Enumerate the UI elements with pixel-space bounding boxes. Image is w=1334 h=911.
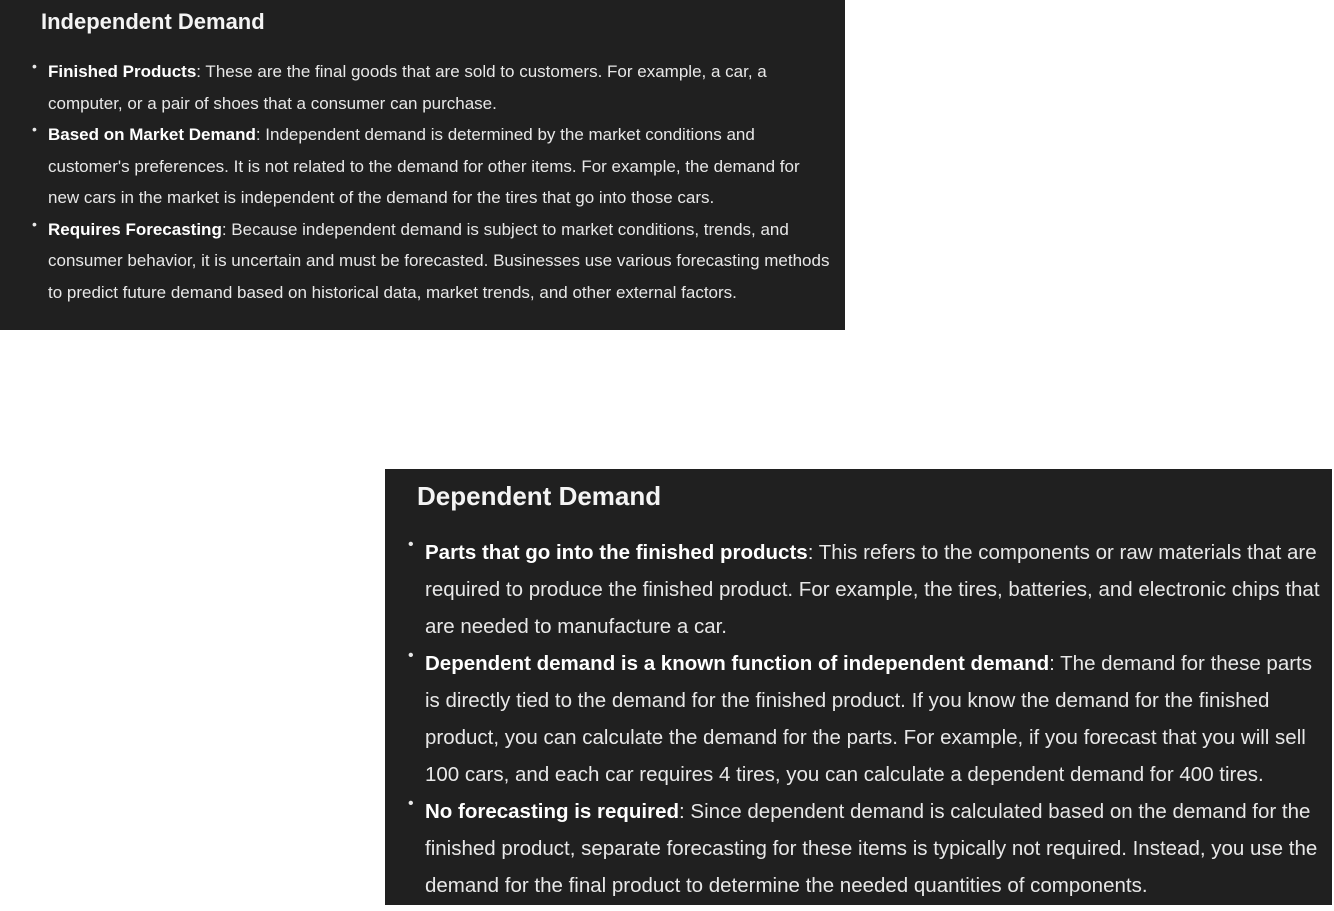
independent-demand-list xyxy=(32,56,831,308)
independent-demand-card xyxy=(0,0,845,330)
list-item xyxy=(32,119,831,214)
list-item xyxy=(408,645,1322,793)
list-item xyxy=(408,534,1322,645)
list-item xyxy=(32,214,831,309)
list-item-term: No forecasting is required xyxy=(425,800,680,823)
list-item xyxy=(32,56,831,119)
bullet-icon: • xyxy=(408,536,414,553)
list-item-text: : Independent demand is determined by the market conditions and customer's preferences. It is not related to the demand for other items. For example, the demand for new cars in the market is independent of the demand for the tires that go into those cars. xyxy=(48,125,800,207)
bullet-icon: • xyxy=(32,121,37,137)
independent-demand-heading: Independent Demand xyxy=(41,9,265,34)
list-item xyxy=(408,793,1322,904)
list-item-text: : These are the final goods that are sold to customers. For example, a car, a computer, or a pair of shoes that a consumer can purchase. xyxy=(48,62,767,113)
list-item-term: Parts that go into the finished products xyxy=(425,541,808,564)
list-item-term: Requires Forecasting xyxy=(48,219,222,239)
bullet-icon: • xyxy=(32,215,37,232)
dependent-demand-heading: Dependent Demand xyxy=(417,481,662,511)
list-item-text: : This refers to the components or raw materials that are required to produce the finished product. For example, the tires, batteries, and electronic chips that are needed to manufacture a car. xyxy=(425,541,1320,638)
list-item-text: : Since dependent demand is calculated based on the demand for the finished product, separate forecasting for these items is typically not required. Instead, you use the demand for the final product to determine the needed quantities of components. xyxy=(425,800,1318,897)
bullet-icon: • xyxy=(408,647,414,664)
dependent-demand-card xyxy=(385,469,1332,905)
dependent-demand-list xyxy=(408,534,1322,904)
list-item-text: : The demand for these parts is directly tied to the demand for the finished product. If you know the demand for the finished product, you can calculate the demand for the parts. For example, if you forecast that you will sell 100 cars, and each car requires 4 tires, you can calculate a dependent demand for 400 tires. xyxy=(425,652,1312,786)
list-item-term: Dependent demand is a known function of independent demand xyxy=(425,652,1050,675)
list-item-text: : Because independent demand is subject to market conditions, trends, and consumer behavior, it is uncertain and must be forecasted. Businesses use various forecasting methods to predict future demand based on historical data, market trends, and other external factors. xyxy=(48,219,830,302)
list-item-term: Finished Products xyxy=(48,62,197,81)
bullet-icon: • xyxy=(32,58,37,74)
list-item-term: Based on Market Demand xyxy=(48,125,256,144)
bullet-icon: • xyxy=(408,795,414,812)
